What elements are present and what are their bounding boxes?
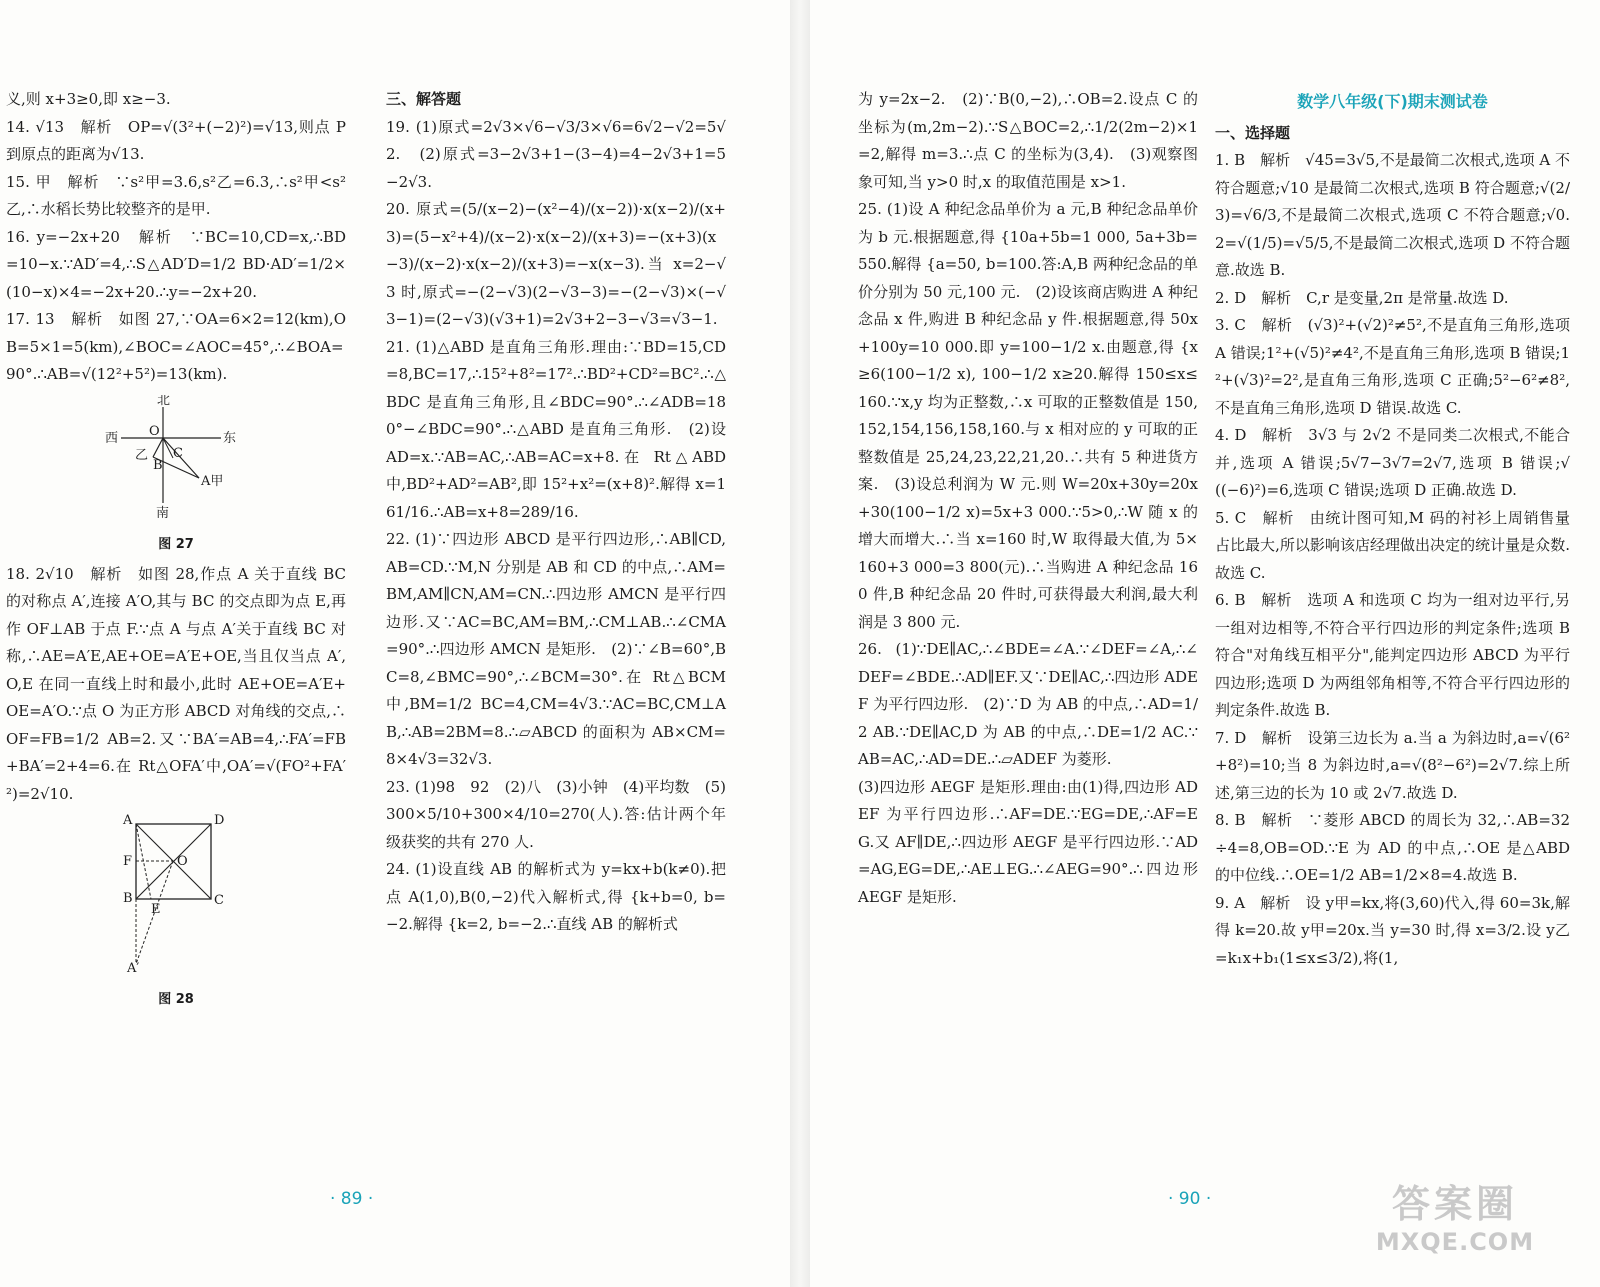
figure-28-diagram: [111, 814, 241, 974]
fig27-b-label: B: [153, 457, 163, 473]
fig27-yi-label: 乙: [135, 447, 149, 463]
answer-15: 15. 甲 解析 ∵s²甲=3.6,s²乙=6.3,∴s²甲<s²乙,∴水稻长势比较整齐的是甲.: [6, 172, 346, 218]
choice-answer-7: 7. D 解析 设第三边长为 a.当 a 为斜边时,a=√(6²+8²)=10;当 8 为斜边时,a=√(8²−6²)=2√7.综上所述,第三边的长为 10 或 2√7.故选 D.: [1215, 728, 1570, 802]
right-column-2: [1215, 86, 1570, 972]
answer-24-cont: 为 y=2x−2. (2)∵B(0,−2),∴OB=2.设点 C 的坐标为(m,2m−2).∵S△BOC=2,∴1/2(2m−2)×1=2,解得 m=3.∴点 C 的坐标为(3,4). (3)观察图象可知,当 y>0 时,x 的取值范围是 x>1.: [858, 90, 1198, 191]
choice-answer-9: 9. A 解析 设 y甲=kx,将(3,60)代入,得 60=3k,解得 k=20.故 y甲=20x.当 y=30 时,得 x=3/2.设 y乙=k₁x+b₁(1≤x≤3/2),将(1,: [1215, 893, 1570, 967]
choice-answer-5: 5. C 解析 由统计图可知,M 码的衬衫上周销售量占比最大,所以影响该店经理做出决定的统计量是众数.故选 C.: [1215, 508, 1570, 582]
figure-27-diagram: [101, 395, 251, 520]
answer-line: 义,则 x+3≥0,即 x≥−3.: [6, 90, 171, 108]
fig28-c-label: C: [214, 893, 224, 908]
choice-answer-6: 6. B 解析 选项 A 和选项 C 均为一组对边平行,另一组对边相等,不符合平行四边形的判定条件;选项 B 符合"对角线互相平分",能判定四边形 ABCD 为平行四边形;选项 D 为两组邻角相等,不符合平行四边形的判定条件.故选 B.: [1215, 591, 1570, 719]
answer-26-part3: (3)四边形 AEGF 是矩形.理由:由(1)得,四边形 ADEF 为平行四边形.∴AF=DE.∵EG=DE,∴AF=EG.又 AF∥DE,∴四边形 AEGF 是平行四边形.∵AD=AG,EG=DE,∴AE⊥EG.∴∠AEG=90°.∴四边形 AEGF 是矩形.: [858, 777, 1198, 906]
fig28-a-prime-label: A′: [127, 961, 140, 974]
watermark-logo: 答案圈: [1391, 1182, 1518, 1226]
answer-19: 19. (1)原式=2√3×√6−√3/3×√6=6√2−√2=5√2. (2)原式=3−2√3+1−(3−4)=4−2√3+1=5−2√3.: [386, 117, 726, 191]
choice-answer-8: 8. B 解析 ∵菱形 ABCD 的周长为 32,∴AB=32÷4=8,OB=OD.∵E 为 AD 的中点,∴OE 是△ABD 的中位线.∴OE=1/2 AB=1/2×8=4.故选 B.: [1215, 811, 1570, 884]
answer-17: 17. 13 解析 如图 27,∵OA=6×2=12(km),OB=5×1=5(km),∠BOC=∠AOC=45°,∴∠BOA=90°.∴AB=√(12²+5²)=13(km).: [6, 310, 346, 383]
fig27-jia-label: A甲: [201, 473, 224, 489]
answer-20: 20. 原式=(5/(x−2)−(x²−4)/(x−2))·x(x−2)/(x+3)=(5−x²+4)/(x−2)·x(x−2)/(x+3)=−(x+3)(x−3)/(x−2)·x(x−2)/(x+3)=−x(x−3).当 x=2−√3 时,原式=−(2−√3)(2−√3−3)=−(2−√3)×(−√3−1)=(2−√3)(√3+1)=2√3+2−3−√3=√3−1.: [386, 200, 726, 328]
choice-answer-4: 4. D 解析 3√3 与 2√2 不是同类二次根式,不能合并,选项 A 错误;5√7−3√7=2√7,选项 B 错误;√((−6)²)=6,选项 C 错误;选项 D 正确.故选 D.: [1215, 426, 1570, 499]
choice-answer-2: 2. D 解析 C,r 是变量,2π 是常量.故选 D.: [1215, 288, 1509, 307]
right-column-1: [858, 86, 1198, 911]
right-page: [810, 0, 1600, 1287]
answer-18: 18. 2√10 解析 如图 28,作点 A 关于直线 BC 的对称点 A′,连接 A′O,其与 BC 的交点即为点 E,再作 OF⊥AB 于点 F.∵点 A 与点 A′关于直线 BC 对称,∴AE=A′E,AE+OE=A′E+OE,当且仅当点 A′,O,E 在同一直线上时和最小,此时 AE+OE=A′E+OE=A′O.∵点 O 为正方形 ABCD 对角线的交点,∴OF=FB=1/2 AB=2.又∵BA′=AB=4,∴FA′=FB+BA′=2+4=6.在 Rt△OFA′中,OA′=√(FO²+FA′²)=2√10.: [6, 564, 346, 803]
fig28-d-label: D: [214, 814, 225, 828]
fig27-west-label: 西: [105, 430, 119, 446]
answer-24: 24. (1)设直线 AB 的解析式为 y=kx+b(k≠0).把点 A(1,0),B(0,−2)代入解析式,得 {k+b=0, b=−2.解得 {k=2, b=−2.∴直线 AB 的解析式: [386, 860, 726, 933]
watermark: [1350, 1181, 1560, 1271]
answer-25: 25. (1)设 A 种纪念品单价为 a 元,B 种纪念品单价为 b 元.根据题意,得 {10a+5b=1 000, 5a+3b=550.解得 {a=50, b=100.答:A,B 两种纪念品的单价分别为 50 元,100 元. (2)设该商店购进 A 种纪念品 x 件,购进 B 种纪念品 y 件.根据题意,得 50x+100y=10 000.即 y=100−1/2 x.由题意,得 {x≥6(100−1/2 x), 100−1/2 x≥20.解得 150≤x≤160.∵x,y 均为正整数,∴x 可取的正整数值是 150,152,154,156,158,160.与 x 相对应的 y 可取的正整数值是 25,24,23,22,21,20.∴共有 5 种进货方案. (3)设总利润为 W 元.则 W=20x+30y=20x+30(100−1/2 x)=5x+3 000.∵5>0,∴W 随 x 的增大而增大.∴当 x=160 时,W 取得最大值,为 5×160+3 000=3 800(元).∴当购进 A 种纪念品 160 件,B 种纪念品 20 件时,可获得最大利润,最大利润是 3 800 元.: [858, 200, 1198, 631]
test-title: 数学八年级(下)期末测试卷: [1297, 92, 1488, 111]
answer-22: 22. (1)∵四边形 ABCD 是平行四边形,∴AB∥CD,AB=CD.∵M,N 分别是 AB 和 CD 的中点,∴AM=BM,AM∥CN,AM=CN.∴四边形 AMCN 是平行四边形.又∵AC=BC,AM=BM,∴CM⊥AB.∴∠CMA=90°.∴四边形 AMCN 是矩形. (2)∵∠B=60°,BC=8,∠BMC=90°,∴∠BCM=30°.在 Rt△BCM 中,BM=1/2 BC=4,CM=4√3.∵AC=BC,CM⊥AB,∴AB=2BM=8.∴▱ABCD 的面积为 AB×CM=8×4√3=32√3.: [386, 530, 726, 768]
choice-answer-1: 1. B 解析 √45=3√5,不是最简二次根式,选项 A 不符合题意;√10 是最简二次根式,选项 B 符合题意;√(2/3)=√6/3,不是最简二次根式,选项 C 不符合题意;√0.2=√(1/5)=√5/5,不是最简二次根式,选项 D 不符合题意.故选 B.: [1215, 151, 1570, 279]
page-number-right: · 90 ·: [1168, 1189, 1212, 1209]
figure-27-caption: 图 27: [158, 537, 194, 552]
choice-answer-3: 3. C 解析 (√3)²+(√2)²≠5²,不是直角三角形,选项 A 错误;1²+(√5)²≠4²,不是直角三角形,选项 B 错误;1²+(√3)²=2²,是直角三角形,选项 C 正确;5²−6²≠8²,不是直角三角形,选项 D 错误.故选 C.: [1215, 316, 1570, 417]
book-gutter: [790, 0, 810, 1287]
figure-28: [6, 814, 346, 1013]
section-heading-solutions: 三、解答题: [386, 90, 462, 108]
fig28-b-label: B: [123, 891, 133, 906]
answer-16: 16. y=−2x+20 解析 ∵BC=10,CD=x,∴BD=10−x.∵AD′=4,∴S△AD′D=1/2 BD·AD′=1/2×(10−x)×4=−2x+20.∴y=−2x+20.: [6, 227, 346, 301]
left-page: [0, 0, 790, 1287]
fig28-f-label: F: [123, 854, 133, 869]
watermark-site: MXQE.COM: [1375, 1228, 1535, 1256]
left-column-1: [6, 86, 346, 1015]
answer-23: 23. (1)98 92 (2)八 (3)小钟 (4)平均数 (5)300×5/10+300×4/10=270(人).答:估计两个年级获奖的共有 270 人.: [386, 777, 726, 851]
left-column-2: [386, 86, 726, 939]
fig27-north-label: 北: [157, 394, 171, 408]
answer-14: 14. √13 解析 OP=√(3²+(−2)²)=√13,则点 P 到原点的距离为√13.: [6, 117, 346, 163]
figure-27: [6, 395, 346, 559]
fig28-o-label: O: [177, 854, 188, 869]
fig27-south-label: 南: [156, 505, 170, 520]
answer-26: 26. (1)∵DE∥AC,∴∠BDE=∠A.∵∠DEF=∠A,∴∠DEF=∠BDE.∴AD∥EF.又∵DE∥AC,∴四边形 ADEF 为平行四边形. (2)∵D 为 AB 的中点,∴AD=1/2 AB.∵DE∥AC,D 为 AB 的中点,∴DE=1/2 AC.∵AB=AC,∴AD=DE.∴▱ADEF 为菱形.: [858, 640, 1198, 768]
answer-21: 21. (1)△ABD 是直角三角形.理由:∵BD=15,CD=8,BC=17,∴15²+8²=17².∴BD²+CD²=BC².∴△BDC 是直角三角形,且∠BDC=90°.∴∠ADB=180°−∠BDC=90°.∴△ABD 是直角三角形. (2)设 AD=x.∵AB=AC,∴AB=AC=x+8.在 Rt△ABD 中,BD²+AD²=AB²,即 15²+x²=(x+8)².解得 x=161/16.∴AB=x+8=289/16.: [386, 337, 726, 521]
fig28-a-label: A: [123, 814, 133, 828]
section-heading-choice: 一、选择题: [1215, 123, 1291, 142]
page-number-left: · 89 ·: [330, 1189, 374, 1209]
fig28-e-label: E: [151, 902, 161, 917]
fig27-east-label: 东: [223, 430, 237, 446]
figure-28-caption: 图 28: [158, 991, 194, 1007]
fig27-c-label: C: [173, 445, 183, 461]
fig27-o-label: O: [149, 423, 160, 439]
